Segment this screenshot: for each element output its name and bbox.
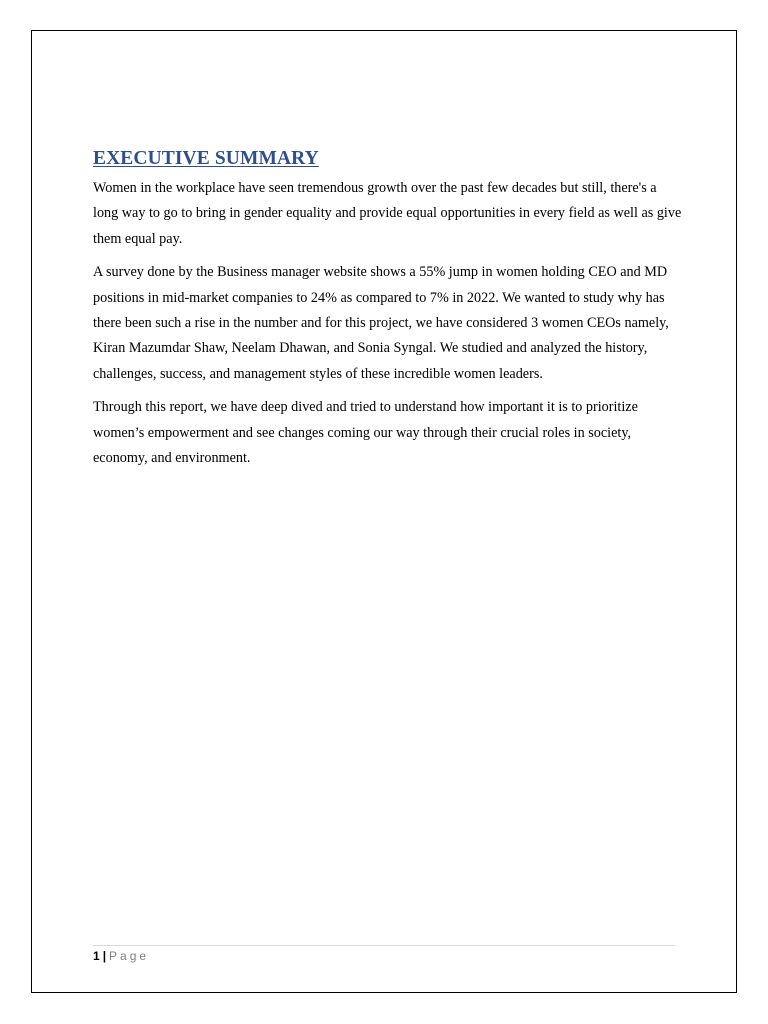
footer-divider [93,945,675,946]
section-heading: EXECUTIVE SUMMARY [93,148,319,169]
paragraph-intro: Women in the workplace have seen tremendous growth over the past few decades but still, there's a long way to go to bring in gender equality and provide equal opportunities in every field as well as give them equal pay. [93,180,682,247]
page-label: Page [109,949,150,963]
page-footer [93,948,149,964]
footer-separator: | [102,949,107,963]
document-body [93,146,683,479]
page-number: 1 [93,949,100,963]
paragraph-survey: A survey done by the Business manager website shows a 55% jump in women holding CEO and MD positions in mid-market companies to 24% as compared to 7% in 2022. We wanted to study why has there been such a rise in the number and for this project, we have considered 3 women CEOs namely, Kiran Mazumdar Shaw, Neelam Dhawan, and Sonia Syngal. We studied and analyzed the history, challenges, success, and management styles of these incredible women leaders. [93,264,669,382]
paragraph-conclusion: Through this report, we have deep dived and tried to understand how important it is to prioritize women’s empowerment and see changes coming our way through their crucial roles in society, economy, and environment. [93,399,638,467]
